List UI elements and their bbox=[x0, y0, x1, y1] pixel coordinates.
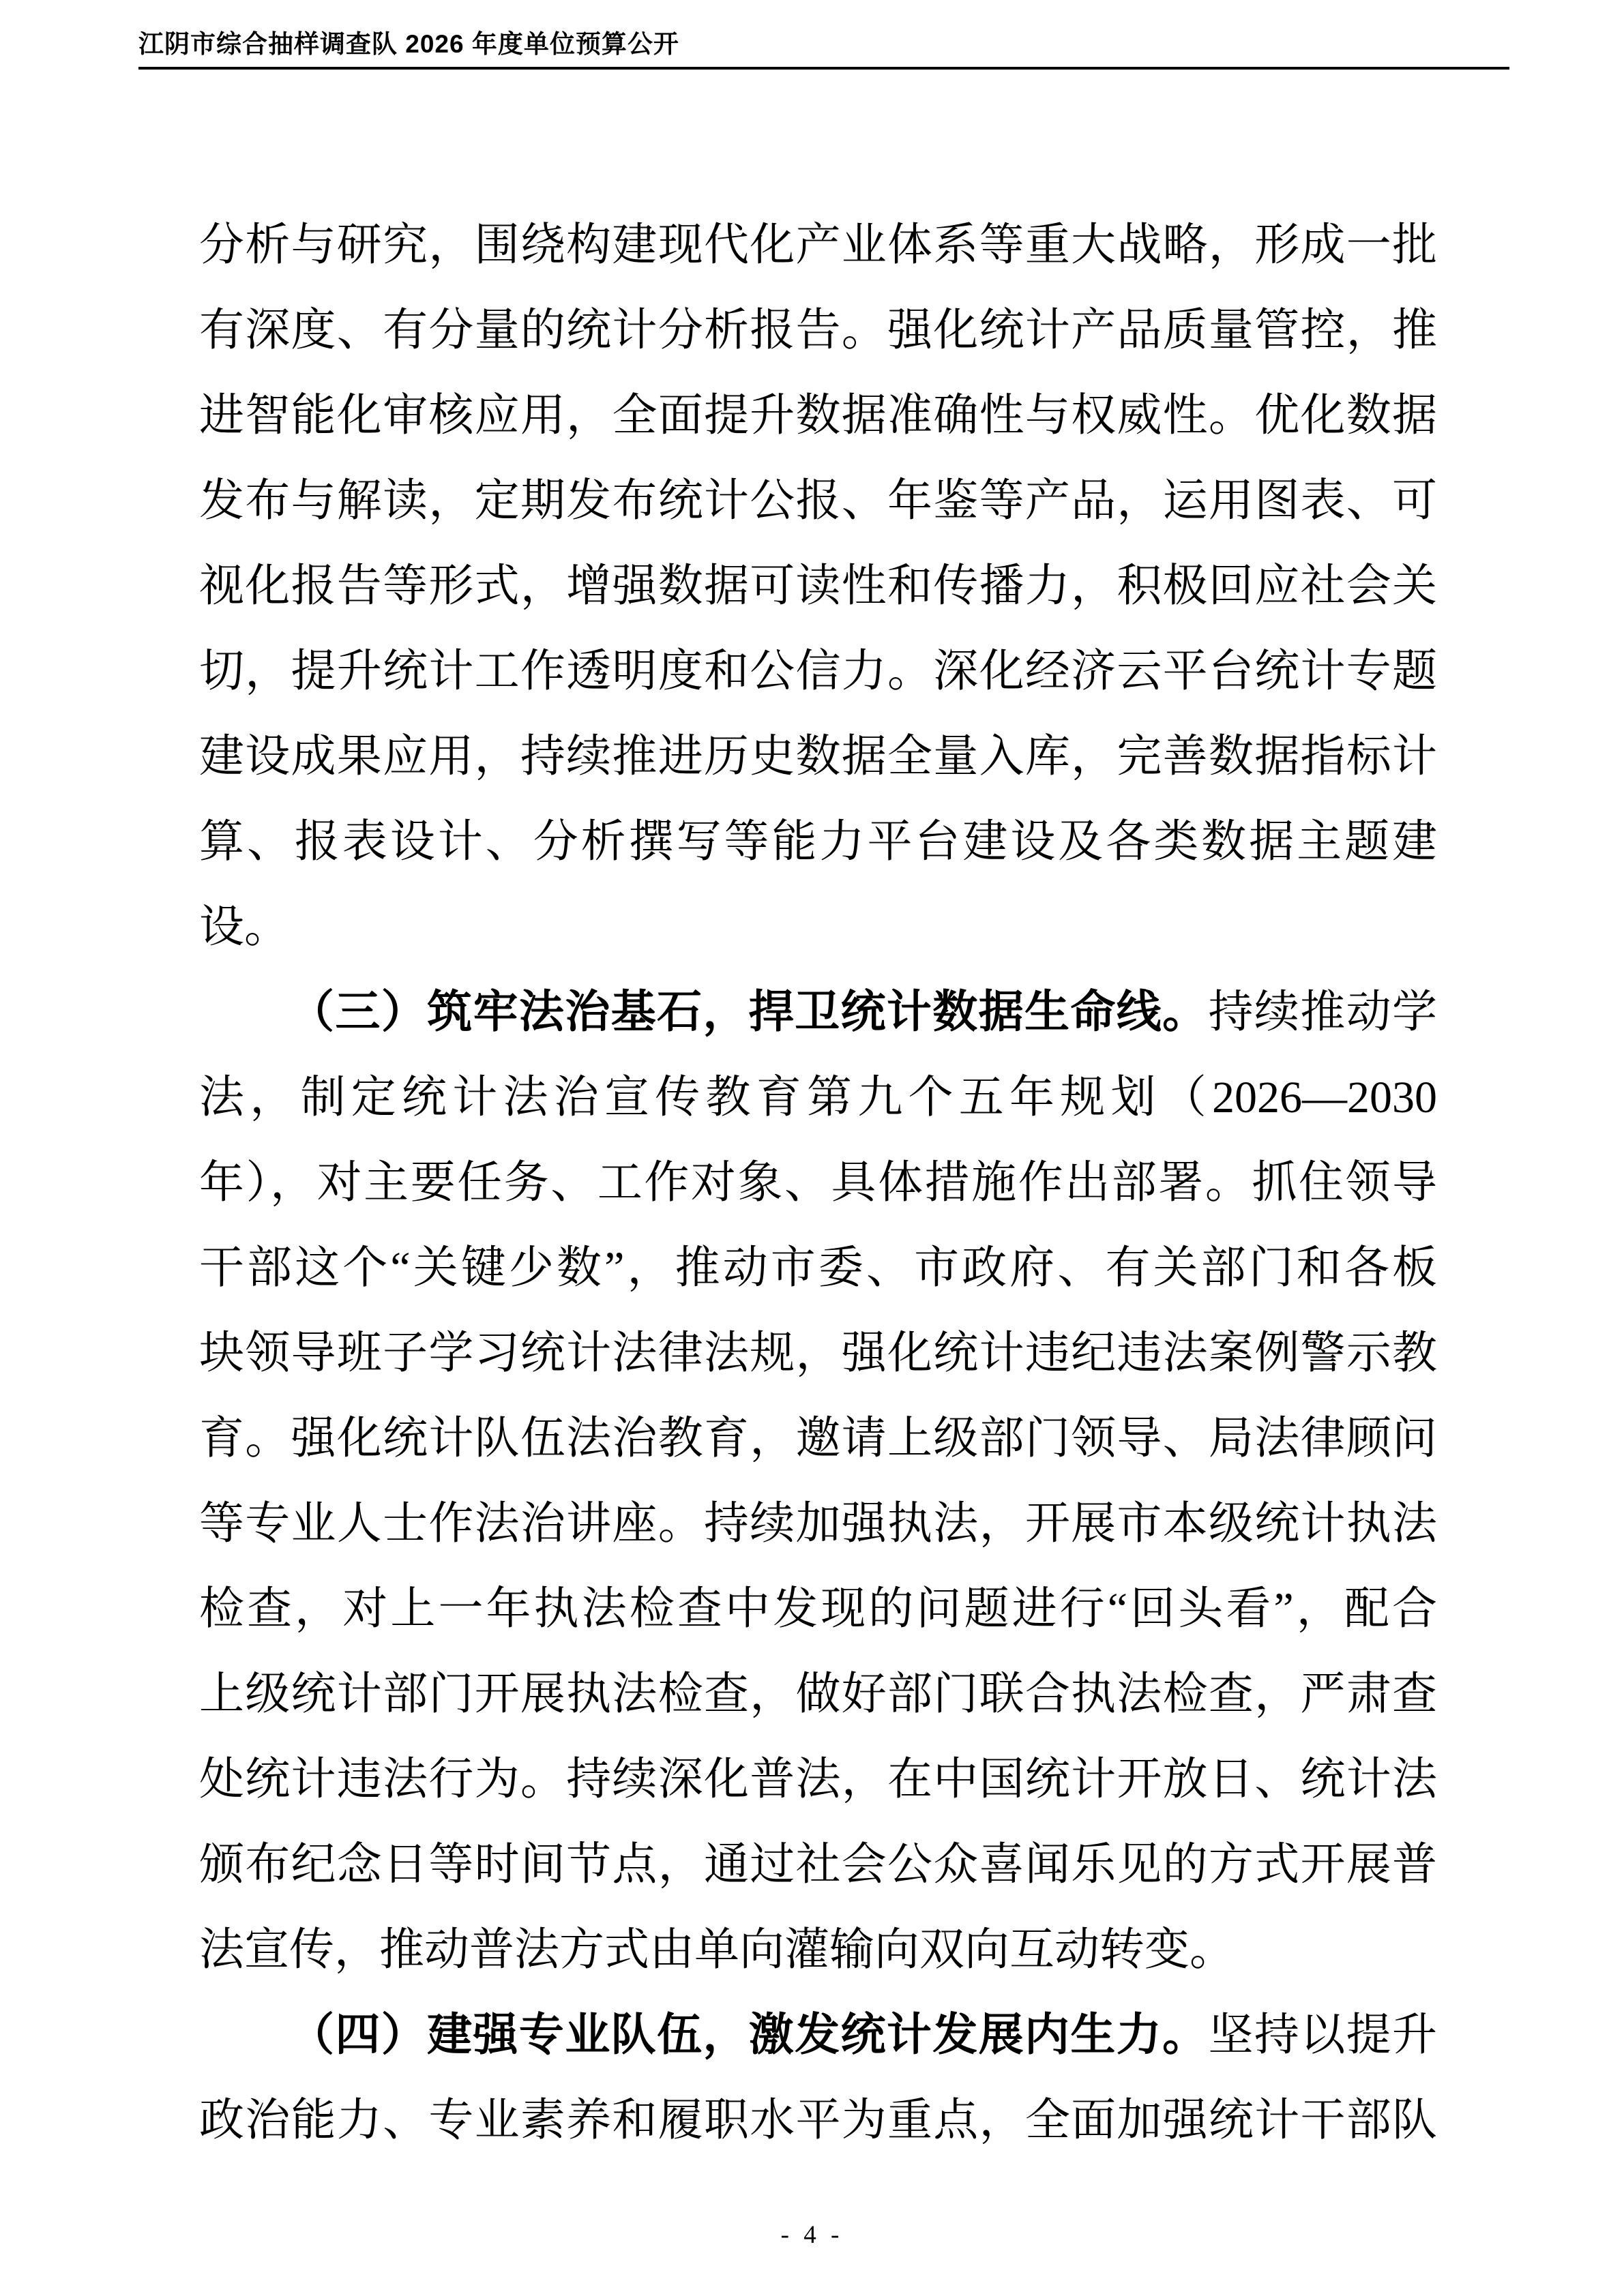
page-footer bbox=[0, 2220, 1624, 2250]
body-line-text: 设。 bbox=[199, 902, 289, 952]
body-line bbox=[199, 1822, 1437, 1907]
body-line-text: 持续推动学 bbox=[1208, 987, 1437, 1037]
body-line bbox=[199, 629, 1437, 714]
document-body bbox=[199, 203, 1437, 2163]
body-line bbox=[199, 1311, 1437, 1396]
body-line-text: 法宣传，推动普法方式由单向灌输向双向互动转变。 bbox=[199, 1925, 1235, 1975]
body-line-text: 进智能化审核应用，全面提升数据准确性与权威性。优化数据 bbox=[199, 391, 1437, 441]
paragraph-heading: （三）筑牢法治基石，捍卫统计数据生命线。 bbox=[289, 987, 1209, 1037]
body-line-text: 政治能力、专业素养和履职水平为重点，全面加强统计干部队 bbox=[199, 2096, 1437, 2145]
body-line bbox=[199, 1907, 1437, 1993]
body-line bbox=[199, 288, 1437, 373]
body-line-text: 有深度、有分量的统计分析报告。强化统计产品质量管控，推 bbox=[199, 305, 1437, 355]
body-line bbox=[199, 1140, 1437, 1225]
body-line-text: 颁布纪念日等时间节点，通过社会公众喜闻乐见的方式开展普 bbox=[199, 1840, 1437, 1890]
body-line bbox=[199, 1396, 1437, 1481]
paragraph-heading: （四）建强专业队伍，激发统计发展内生力。 bbox=[289, 2010, 1209, 2060]
body-line-text: 处统计违法行为。持续深化普法，在中国统计开放日、统计法 bbox=[199, 1755, 1437, 1804]
body-line bbox=[199, 1737, 1437, 1822]
body-line-text: 检查，对上一年执法检查中发现的问题进行“回头看”，配合 bbox=[199, 1584, 1437, 1634]
body-line bbox=[199, 203, 1437, 288]
body-line-text: 育。强化统计队伍法治教育，邀请上级部门领导、局法律顾问 bbox=[199, 1414, 1437, 1463]
page-number: - 4 - bbox=[780, 2221, 844, 2249]
body-line-text: 块领导班子学习统计法律法规，强化统计违纪违法案例警示教 bbox=[199, 1328, 1437, 1378]
body-line-text: 切，提升统计工作透明度和公信力。深化经济云平台统计专题 bbox=[199, 646, 1437, 696]
body-line bbox=[199, 1993, 1437, 2078]
body-line bbox=[199, 799, 1437, 884]
body-line-text: 等专业人士作法治讲座。持续加强执法，开展市本级统计执法 bbox=[199, 1499, 1437, 1549]
body-line-text: 算、报表设计、分析撰写等能力平台建设及各类数据主题建 bbox=[199, 817, 1437, 867]
body-line bbox=[199, 884, 1437, 970]
body-line-text: 发布与解读，定期发布统计公报、年鉴等产品，运用图表、可 bbox=[199, 476, 1437, 526]
body-line bbox=[199, 458, 1437, 543]
body-line-text: 分析与研究，围绕构建现代化产业体系等重大战略，形成一批 bbox=[199, 220, 1437, 270]
body-line bbox=[199, 970, 1437, 1055]
body-line bbox=[199, 1481, 1437, 1566]
body-line bbox=[199, 1055, 1437, 1140]
body-line-text: 建设成果应用，持续推进历史数据全量入库，完善数据指标计 bbox=[199, 732, 1437, 781]
body-line bbox=[199, 1566, 1437, 1652]
body-line-text: 年），对主要任务、工作对象、具体措施作出部署。抓住领导 bbox=[199, 1158, 1437, 1208]
body-line-text: 坚持以提升 bbox=[1208, 2010, 1437, 2060]
body-line bbox=[199, 2078, 1437, 2163]
body-line-text: 干部这个“关键少数”，推动市委、市政府、有关部门和各板 bbox=[199, 1243, 1437, 1293]
header-rule bbox=[138, 67, 1509, 70]
body-line-text: 视化报告等形式，增强数据可读性和传播力，积极回应社会关 bbox=[199, 561, 1437, 611]
body-line-text: 上级统计部门开展执法检查，做好部门联合执法检查，严肃查 bbox=[199, 1669, 1437, 1719]
body-line bbox=[199, 714, 1437, 799]
header-title: 江阴市综合抽样调查队 2026 年度单位预算公开 bbox=[138, 30, 679, 58]
body-line bbox=[199, 1225, 1437, 1311]
body-line bbox=[199, 1652, 1437, 1737]
body-line-text: 法，制定统计法治宣传教育第九个五年规划（2026—2030 bbox=[199, 1073, 1437, 1122]
body-line bbox=[199, 543, 1437, 629]
body-line bbox=[199, 373, 1437, 458]
